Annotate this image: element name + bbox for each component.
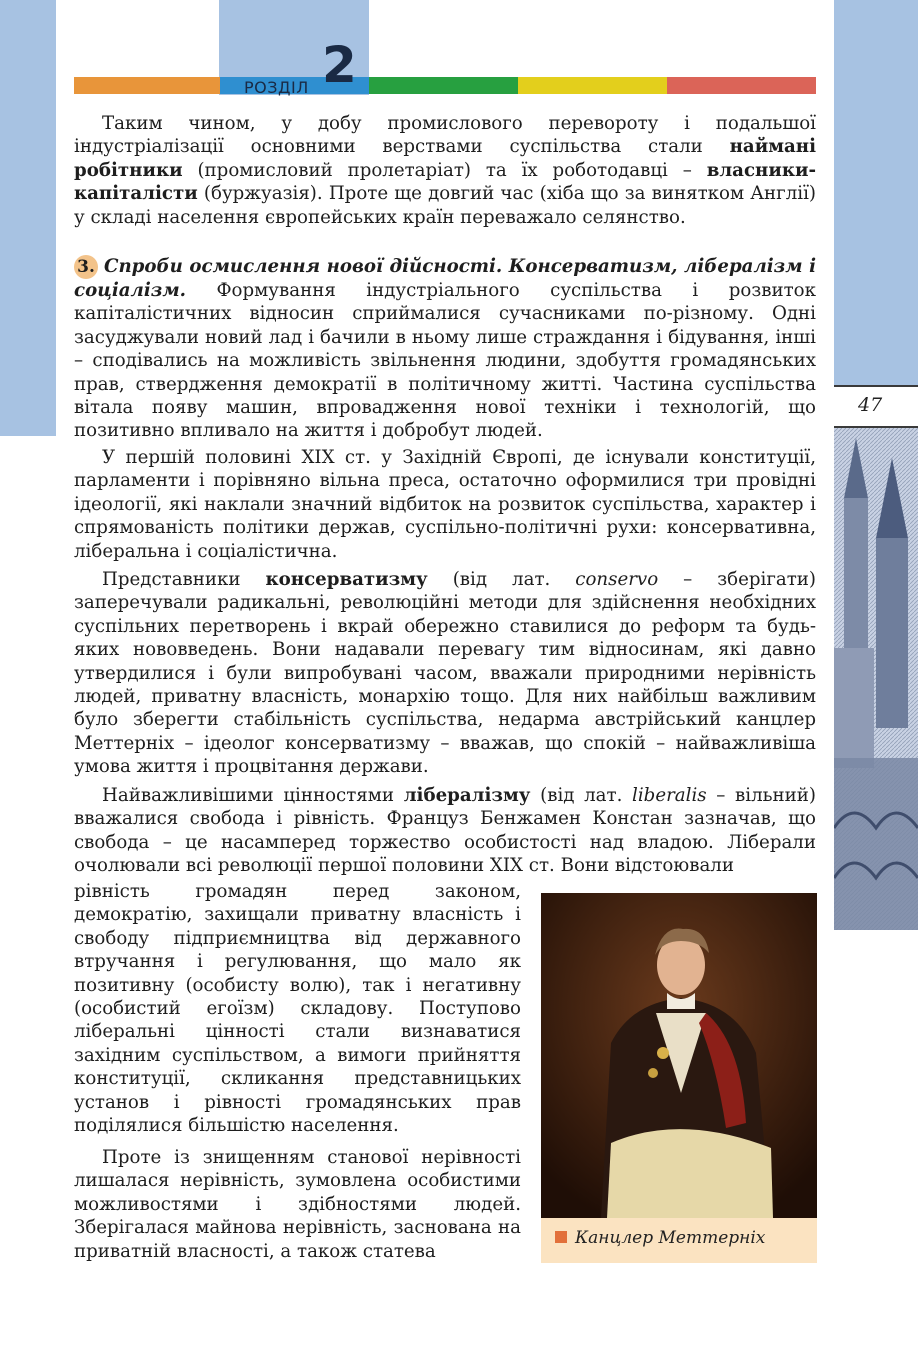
header-stripe-yellow bbox=[518, 77, 667, 94]
paragraph-ideologies: У першій половині XIX ст. у Західній Європі, де існували конституції, парламенти і порівняно вільна преса, остаточно оформилися три провідні ідеології, які наклали значний відбиток на розвиток суспільства, характер і спрямованість політики держав, суспільно-політичні рухи: консервативна, ліберальна і соціалістична. bbox=[74, 447, 816, 562]
page-number: 47 bbox=[858, 394, 883, 416]
figure-caption: Канцлер Меттерніх bbox=[555, 1228, 765, 1248]
caption-marker-icon bbox=[555, 1231, 567, 1243]
section-3: 3. Спроби осмислення нової дійсності. Консерватизм, лібералізм і соціалізм. Формування індустріального суспільства і розвиток капіталістичних відносин сприймалися сучасниками по-різному. Одні засуджували новий лад і бачили в ньому лише страждання і бідування, інші – сподівались на можливість звільнення людини, здобуття громадянських прав, ствердження демократії в політичному житті. Частина суспільства вітала появу машин, впровадження нової техніки і технологій, що позитивно впливало на життя і добробут людей. bbox=[74, 256, 816, 442]
header-stripe-orange bbox=[74, 77, 220, 94]
section-number: 3. bbox=[74, 255, 98, 279]
chapter-number: 2 bbox=[322, 36, 357, 94]
paragraph-intro: Таким чином, у добу промислового перевороту і подальшої індустріалізації основними верствами суспільства стали наймані робітники (промисловий пролетаріат) та їх роботодавці – власники-капіталісти (буржуазія). Проте ще довгий час (хіба що за винятком Англії) у складі населення європейських країн переважало селянство. bbox=[74, 113, 816, 228]
metternich-figure bbox=[541, 893, 817, 1263]
paragraph-conservatism: Представники консерватизму (від лат. conservo – зберігати) заперечували радикальні, революційні методи для здійснення необхідних суспільних перетворень і вкрай обережно ставилися до реформ та будь-яких нововведень. Вони надавали перевагу тим відносинам, які давно утвердилися і були випробувані часом, вважали природними нерівність людей, приватну власність, монархію тощо. Для них найбільш важливим було зберегти стабільність суспільства, недарма австрійський канцлер Меттерніх – ідеолог консерватизму – вважав, що спокій – найважливіша умова життя і процвітання держави. bbox=[74, 569, 817, 778]
right-margin-band bbox=[834, 0, 918, 385]
left-margin-band bbox=[0, 0, 56, 436]
paragraph-inequality: Проте із знищенням станової нерівності лишалася нерівність, зумовлена особистими можливостями і здібностями людей. Зберігалася майнова нерівність, заснована на приватній власності, а також статева bbox=[74, 1147, 521, 1262]
header-stripe-red bbox=[667, 77, 816, 94]
metternich-portrait bbox=[541, 893, 817, 1218]
section-heading: Спроби осмислення нової дійсності. Консерватизм, лібералізм і соціалізм. bbox=[74, 256, 816, 301]
gothic-towers-illustration bbox=[834, 428, 918, 930]
paragraph-liberalism-continued: рівність громадян перед законом, демократію, захищали приватну власність і свободу підприємництва від державного втручання і регулювання, що мало як позитивну (особисту волю), так і негативну (особистий егоїзм) складову. Поступово ліберальні цінності стали визнаватися західним суспільством, а вимоги прийняття конституції, скликання представницьких установ і рівності громадянських прав поділялися більшістю населення. bbox=[74, 881, 521, 1137]
page-number-rule-top bbox=[834, 385, 918, 387]
header-stripe-green bbox=[369, 77, 518, 94]
paragraph-liberalism: Найважливішими цінностями лібералізму (від лат. liberalis – вільний) вважалися свобода і рівність. Француз Бенжамен Констан зазначав, що свобода – це насамперед торжество особистості над владою. Ліберали очолювали всі революції першої половини XIX ст. Вони відстоювали bbox=[74, 785, 817, 877]
chapter-label: РОЗДІЛ bbox=[244, 78, 309, 97]
